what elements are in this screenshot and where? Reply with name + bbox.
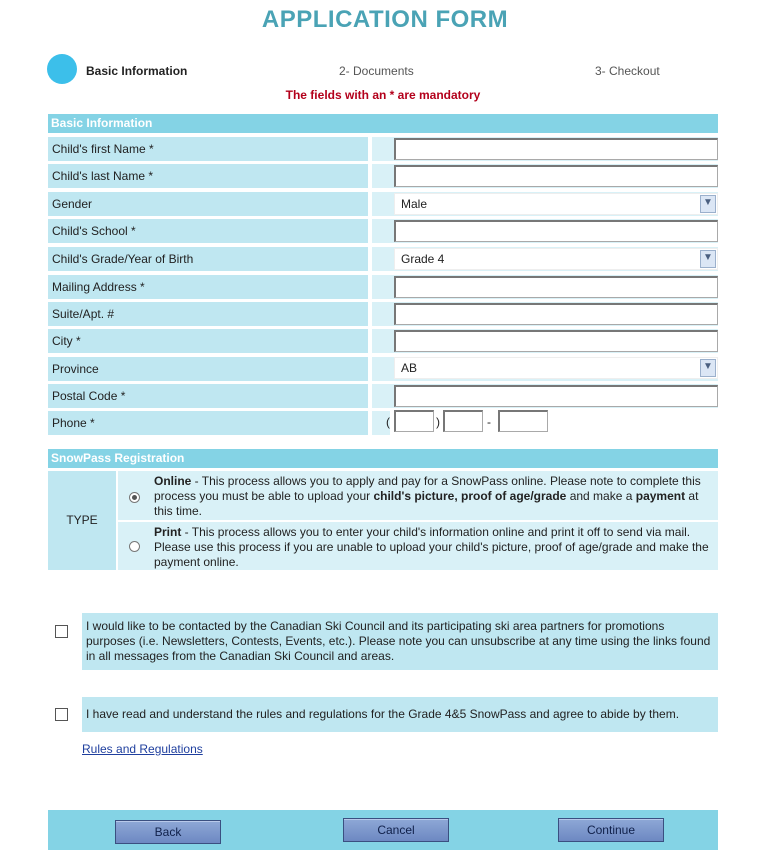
row-spacer — [372, 219, 390, 243]
online-title: Online — [154, 474, 192, 488]
row-spacer — [372, 302, 390, 326]
print-title: Print — [154, 525, 182, 539]
contact-consent-checkbox[interactable] — [55, 625, 68, 638]
step-3-label: 3- Checkout — [595, 64, 660, 78]
gender-select-value: Male — [401, 197, 428, 211]
print-desc: - This process allows you to enter your child's information online and print it off to send via mail. Please use this process if you are unable to upload your child's picture, proof of age/grade and make the payment online. — [154, 525, 709, 569]
contact-consent-text: I would like to be contacted by the Canadian Ski Council and its participating ski area partners for promotions purposes (i.e. Newsletters, Contests, Events, etc.). Please note you can unsubscribe at any time using the links found in all messages from the Canadian Ski Council and areas. — [82, 613, 718, 670]
last-name-input[interactable] — [394, 165, 718, 187]
province-select-value: AB — [401, 361, 418, 375]
type-label: TYPE — [48, 471, 116, 570]
online-desc-2: and make a — [566, 489, 636, 503]
phone-label: Phone * — [48, 411, 368, 435]
online-radio[interactable] — [129, 492, 140, 503]
phone-line-input[interactable] — [498, 410, 548, 432]
row-spacer — [372, 329, 390, 353]
address-input[interactable] — [394, 276, 718, 298]
continue-button[interactable]: Continue — [558, 818, 664, 842]
postal-label: Postal Code * — [48, 384, 368, 408]
postal-code-input[interactable] — [394, 385, 718, 407]
row-spacer — [372, 384, 390, 408]
gender-label: Gender — [48, 192, 368, 216]
school-input[interactable] — [394, 220, 718, 242]
back-button[interactable]: Back — [115, 820, 221, 844]
suite-input[interactable] — [394, 303, 718, 325]
cancel-button[interactable]: Cancel — [343, 818, 449, 842]
online-option-text — [150, 471, 718, 520]
page-title: APPLICATION FORM — [261, 6, 509, 33]
province-select[interactable] — [394, 357, 718, 379]
city-input[interactable] — [394, 330, 718, 352]
first-name-input[interactable] — [394, 138, 718, 160]
step-1-label: Basic Information — [86, 64, 188, 78]
online-bold-1: child's picture, proof of age/grade — [373, 489, 567, 503]
phone-open-paren: ( — [386, 415, 390, 429]
row-spacer — [372, 357, 390, 381]
chevron-down-icon[interactable]: ▼ — [700, 250, 716, 268]
grade-label: Child's Grade/Year of Birth — [48, 247, 368, 271]
rules-agree-checkbox[interactable] — [55, 708, 68, 721]
row-spacer — [372, 164, 390, 188]
province-label: Province — [48, 357, 368, 381]
first-name-label: Child's first Name * — [48, 137, 368, 161]
last-name-label: Child's last Name * — [48, 164, 368, 188]
step-1-indicator-icon — [47, 54, 77, 84]
grade-select[interactable] — [394, 248, 718, 270]
rules-agree-text: I have read and understand the rules and regulations for the Grade 4&5 SnowPass and agree to abide by them. — [82, 697, 718, 732]
city-label: City * — [48, 329, 368, 353]
print-option-text — [150, 522, 718, 570]
address-label: Mailing Address * — [48, 275, 368, 299]
chevron-down-icon[interactable]: ▼ — [700, 195, 716, 213]
gender-select[interactable] — [394, 193, 718, 215]
phone-close-paren: ) — [436, 415, 440, 429]
row-spacer — [372, 192, 390, 216]
phone-prefix-input[interactable] — [443, 410, 483, 432]
row-spacer — [372, 137, 390, 161]
school-label: Child's School * — [48, 219, 368, 243]
grade-select-value: Grade 4 — [401, 252, 445, 266]
suite-label: Suite/Apt. # — [48, 302, 368, 326]
mandatory-note: The fields with an * are mandatory — [285, 88, 481, 102]
rules-regulations-link[interactable]: Rules and Regulations — [82, 742, 203, 756]
row-spacer — [372, 275, 390, 299]
basic-info-header: Basic Information — [48, 114, 718, 133]
online-desc-3: at this time. — [154, 489, 699, 518]
online-desc-1: - This process allows you to apply and pay for a SnowPass online. Please note to complete this process you must be able to upload your — [154, 474, 701, 503]
phone-dash: - — [487, 415, 491, 429]
row-spacer — [372, 247, 390, 271]
chevron-down-icon[interactable]: ▼ — [700, 359, 716, 377]
phone-area-code-input[interactable] — [394, 410, 434, 432]
step-2-label: 2- Documents — [339, 64, 414, 78]
print-radio[interactable] — [129, 541, 140, 552]
online-bold-2: payment — [635, 489, 686, 503]
snowpass-header: SnowPass Registration — [48, 449, 718, 468]
